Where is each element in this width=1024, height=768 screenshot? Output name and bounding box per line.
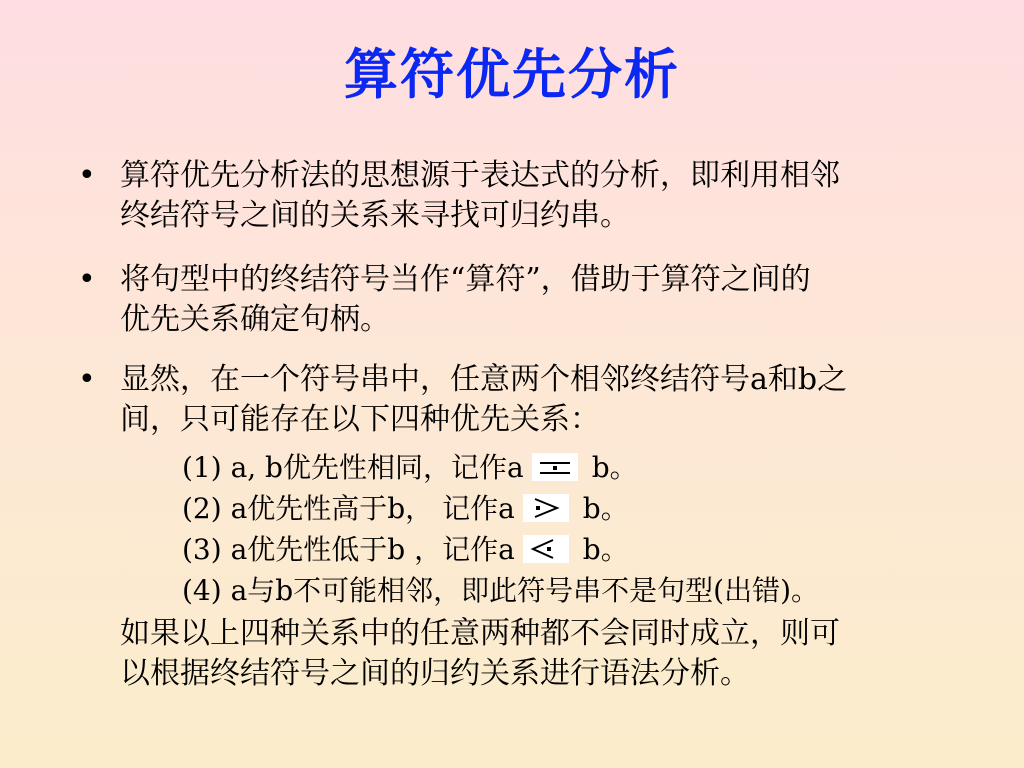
less-precedence-icon bbox=[523, 535, 569, 563]
relation-suffix: b。 bbox=[582, 492, 629, 525]
bullet-line: 将句型中的终结符号当作“算符”，借助于算符之间的 bbox=[120, 262, 811, 297]
bullet-dot-icon: • bbox=[78, 362, 96, 397]
conclusion-text bbox=[120, 614, 960, 694]
relation-prefix: (1) a, b优先性相同，记作a bbox=[182, 451, 524, 484]
bullet-text bbox=[120, 156, 958, 236]
relation-suffix: b。 bbox=[591, 451, 638, 484]
bullet-text bbox=[120, 260, 958, 340]
relation-item-4: (4) a与b不可能相邻，即此符号串不是句型(出错)。 bbox=[182, 574, 820, 607]
relation-item-3 bbox=[182, 532, 629, 568]
bullet-dot-icon: • bbox=[78, 262, 96, 297]
bullet-text bbox=[120, 360, 958, 440]
bullet-item-3 bbox=[78, 360, 958, 440]
bullet-line: 优先关系确定句柄。 bbox=[120, 302, 390, 337]
conclusion-line: 如果以上四种关系中的任意两种都不会同时成立，则可 bbox=[120, 616, 840, 651]
bullet-line: 间，只可能存在以下四种优先关系： bbox=[120, 402, 600, 437]
relation-item-1 bbox=[182, 450, 638, 486]
equal-precedence-icon bbox=[532, 453, 578, 481]
bullet-item-1 bbox=[78, 156, 958, 236]
conclusion-line: 以根据终结符号之间的归约关系进行语法分析。 bbox=[120, 656, 750, 691]
bullet-line: 显然，在一个符号串中，任意两个相邻终结符号a和b之 bbox=[120, 362, 848, 397]
relation-prefix: (3) a优先性低于b ，记作a bbox=[182, 533, 515, 566]
bullet-item-2 bbox=[78, 260, 958, 340]
slide-title: 算符优先分析 bbox=[344, 43, 680, 106]
bullet-line: 算符优先分析法的思想源于表达式的分析，即利用相邻 bbox=[120, 158, 840, 193]
relation-prefix: (2) a优先性高于b， 记作a bbox=[182, 492, 515, 525]
bullet-dot-icon: • bbox=[78, 158, 96, 193]
bullet-line: 终结符号之间的关系来寻找可归约串。 bbox=[120, 198, 630, 233]
relation-suffix: b。 bbox=[582, 533, 629, 566]
relation-item-2 bbox=[182, 491, 629, 527]
greater-precedence-icon bbox=[523, 494, 569, 522]
